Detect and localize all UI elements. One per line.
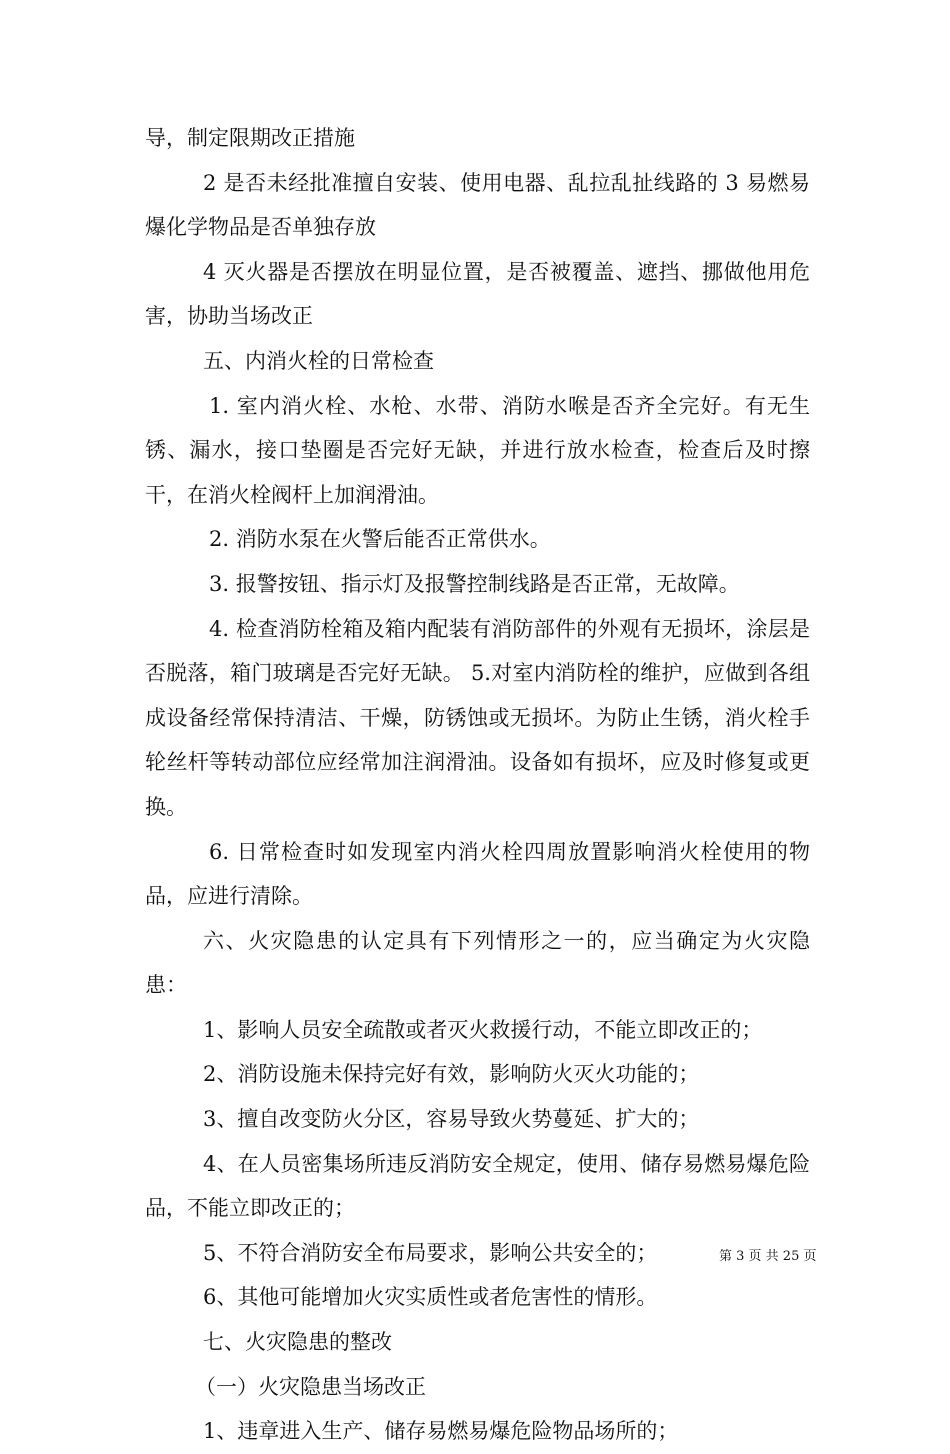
list-item-1: 1、影响人员安全疏散或者灭火救援行动，不能立即改正的；	[203, 1017, 763, 1042]
paragraph-3: 4 灭火器是否摆放在明显位置，是否被覆盖、遮挡、挪做他用危害，协助当场改正	[145, 259, 810, 329]
list-item-4: 4、在人员密集场所违反消防安全规定，使用、储存易燃易爆危险品，不能立即改正的；	[145, 1151, 810, 1221]
document-body	[145, 116, 810, 1454]
section-heading-7: 七、火灾隐患的整改	[203, 1330, 392, 1355]
paragraph-5: 1. 室内消火栓、水枪、水带、消防水喉是否齐全完好。有无生锈、漏水，接口垫圈是否完好无缺，并进行放水检查，检查后及时擦干，在消火栓阀杆上加润滑油。	[145, 393, 810, 507]
subsection-heading-1: （一）火灾隐患当场改正	[195, 1374, 426, 1399]
page-number-footer: 第 3 页 共 25 页	[719, 1249, 817, 1264]
paragraph-9: 6. 日常检查时如发现室内消火栓四周放置影响消火栓使用的物品，应进行清除。	[145, 839, 810, 909]
list-item-3: 3、擅自改变防火分区，容易导致火势蔓延、扩大的；	[203, 1107, 700, 1132]
list-item-2: 2、消防设施未保持完好有效，影响防火灭火功能的；	[203, 1062, 700, 1087]
paragraph-2: 2 是否未经批准擅自安装、使用电器、乱拉乱扯线路的 3 易燃易爆化学物品是否单独存放	[145, 170, 810, 240]
paragraph-8: 4. 检查消防栓箱及箱内配装有消防部件的外观有无损坏，涂层是否脱落，箱门玻璃是否完好无缺。 5.对室内消防栓的维护，应做到各组成设备经常保持清洁、干燥，防锈蚀或无损坏。为防止生锈，消火栓手轮丝杆等转动部位应经常加注润滑油。设备如有损坏，应及时修复或更换。	[145, 616, 810, 819]
section-heading-6: 六、火灾隐患的认定具有下列情形之一的，应当确定为火灾隐患：	[145, 928, 810, 998]
paragraph-7: 3. 报警按钮、指示灯及报警控制线路是否正常，无故障。	[209, 571, 740, 596]
section-heading-5: 五、内消火栓的日常检查	[203, 348, 434, 373]
paragraph-6: 2. 消防水泵在火警后能否正常供水。	[209, 527, 551, 552]
list-item-7: 1、违章进入生产、储存易燃易爆危险物品场所的；	[203, 1419, 679, 1444]
paragraph-1: 导，制定限期改正措施	[145, 126, 355, 150]
list-item-5: 5、不符合消防安全布局要求，影响公共安全的；	[203, 1240, 658, 1265]
list-item-6: 6、其他可能增加火灾实质性或者危害性的情形。	[203, 1285, 658, 1310]
